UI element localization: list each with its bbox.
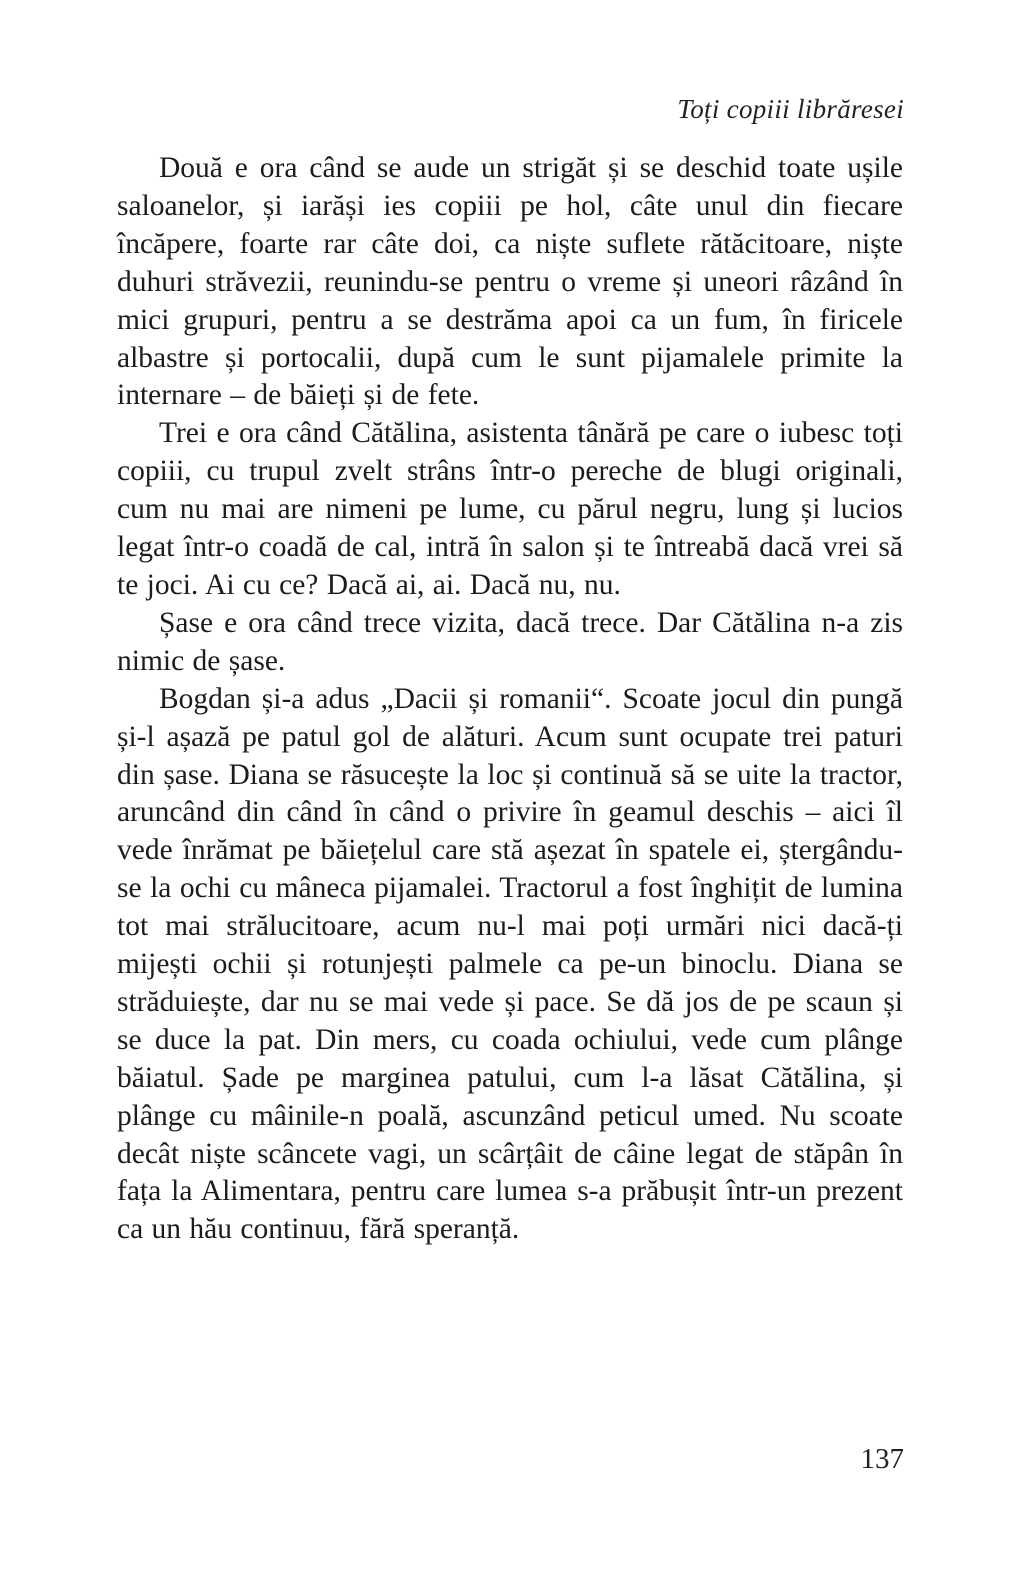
paragraph: Două e ora când se aude un strigăt și se deschid toate ușile saloanelor, și iarăși ies copiii pe hol, câte unul din fiecare încăpere, foarte rar câte doi, ca niște suflete rătăcitoare, niște duhuri străvezii, reunindu-se pentru o vreme și uneori râzând în mici grupuri, pentru a se destrăma apoi ca un fum, în firicele albastre și portocalii, după cum le sunt pijamalele primite la internare – de băieți și de fete. [117, 152, 903, 412]
paragraph: Trei e ora când Cătălina, asistenta tânără pe care o iubesc toți copiii, cu trupul zvelt strâns într-o pereche de blugi originali, cum nu mai are nimeni pe lume, cu părul negru, lung și lucios legat într-o coadă de cal, intră în salon și te întreabă dacă vrei să te joci. Ai cu ce? Dacă ai, ai. Dacă nu, nu. [117, 417, 903, 601]
paragraph: Șase e ora când trece vizita, dacă trece. Dar Cătălina n-a zis nimic de șase. [117, 606, 903, 677]
body-text [117, 150, 903, 1249]
paragraph: Bogdan și-a adus „Dacii și romanii“. Scoate jocul din pungă și-l așază pe patul gol de alături. Acum sunt ocupate trei paturi din șase. Diana se răsucește la loc și continuă să se uite la tractor, aruncând din când în când o privire în geamul deschis – aici îl vede înrămat pe băiețelul care stă așezat în spatele ei, ștergându-se la ochi cu mâneca pijamalei. Tractorul a fost înghițit de lumina tot mai strălucitoare, acum nu-l mai poți urmări nici dacă-ți mijești ochii și rotunjești palmele ca pe-un binoclu. Diana se străduiește, dar nu se mai vede și pace. Se dă jos de pe scaun și se duce la pat. Din mers, cu coada ochiului, vede cum plânge băiatul. Șade pe marginea patului, cum l-a lăsat Cătălina, și plânge cu mâinile-n poală, ascunzând peticul umed. Nu scoate decât niște scâncete vagi, un scârțâit de câine legat de stăpân în fața la Alimentara, pentru care lumea s-a prăbușit într-un prezent ca un hău continuu, fără speranță. [117, 682, 903, 1246]
running-header-title: Toți copiii librăresei [677, 94, 904, 124]
page-number: 137 [860, 1443, 904, 1475]
